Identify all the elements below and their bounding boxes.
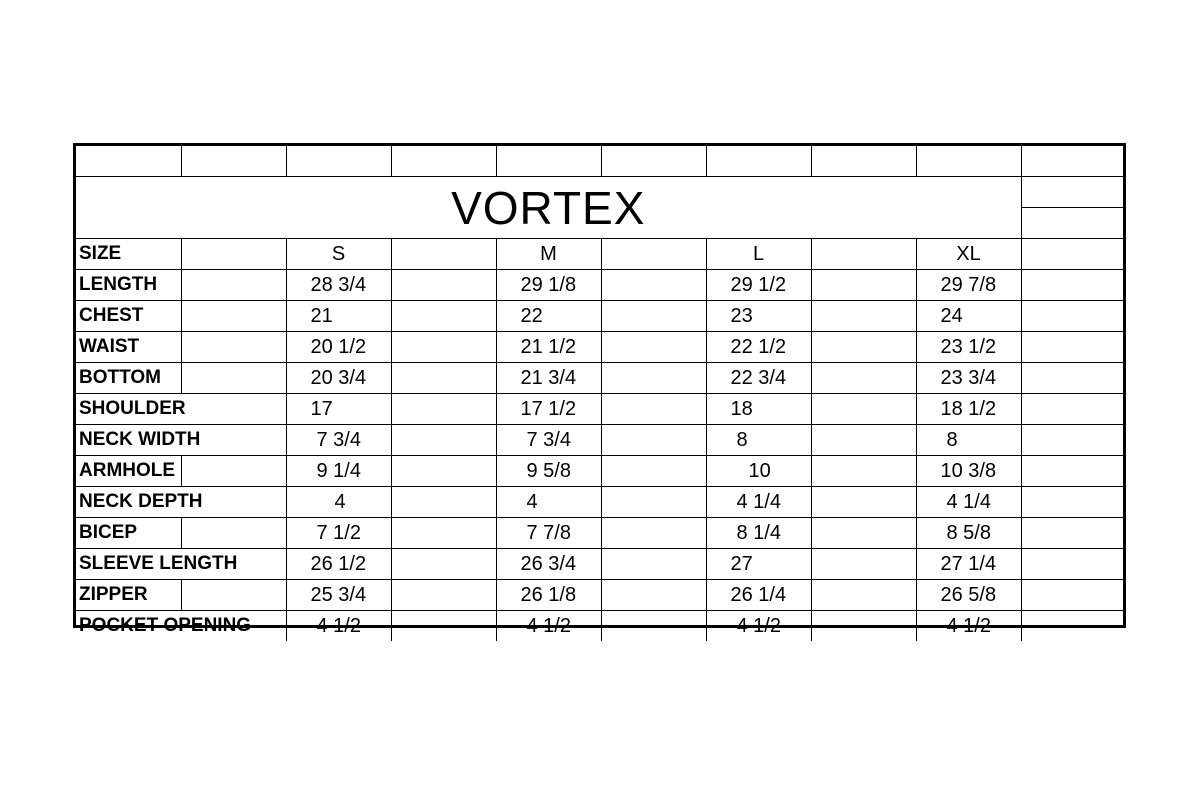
measurement-label: WAIST <box>76 332 181 363</box>
measurement-value: 27 <box>706 549 811 580</box>
measurement-label: ARMHOLE <box>76 456 181 487</box>
measurement-value: 21 3/4 <box>496 363 601 394</box>
measurement-value: 7 3/4 <box>286 425 391 456</box>
measurement-value: 26 1/2 <box>286 549 391 580</box>
measurement-row <box>76 518 1123 549</box>
measurement-label: LENGTH <box>76 270 181 301</box>
measurement-value: 22 3/4 <box>706 363 811 394</box>
measurement-value: 4 1/2 <box>916 611 1021 642</box>
measurement-value: 21 <box>286 301 391 332</box>
measurement-value: 8 <box>706 425 811 456</box>
measurement-label: POCKET OPENING <box>76 611 286 642</box>
measurement-value: 26 5/8 <box>916 580 1021 611</box>
measurement-row <box>76 611 1123 642</box>
chart-title: VORTEX <box>76 177 1021 239</box>
measurement-value: 26 3/4 <box>496 549 601 580</box>
measurement-value: 24 <box>916 301 1021 332</box>
measurement-value: 29 7/8 <box>916 270 1021 301</box>
measurement-value: 26 1/4 <box>706 580 811 611</box>
measurement-label: SLEEVE LENGTH <box>76 549 286 580</box>
measurement-value: 29 1/8 <box>496 270 601 301</box>
measurement-value: 4 <box>286 487 391 518</box>
measurement-value: 10 <box>706 456 811 487</box>
measurement-value: 9 1/4 <box>286 456 391 487</box>
measurement-value: 4 1/2 <box>706 611 811 642</box>
size-header-row <box>76 239 1123 270</box>
measurement-value: 25 3/4 <box>286 580 391 611</box>
measurement-value: 7 7/8 <box>496 518 601 549</box>
measurement-row <box>76 549 1123 580</box>
measurement-label: BOTTOM <box>76 363 181 394</box>
measurement-value: 4 <box>496 487 601 518</box>
size-chart-table <box>76 146 1123 641</box>
size-l-header: L <box>706 239 811 270</box>
measurement-value: 29 1/2 <box>706 270 811 301</box>
measurement-row <box>76 363 1123 394</box>
measurement-value: 18 1/2 <box>916 394 1021 425</box>
measurement-value: 22 1/2 <box>706 332 811 363</box>
measurement-value: 20 1/2 <box>286 332 391 363</box>
measurement-value: 9 5/8 <box>496 456 601 487</box>
measurement-value: 26 1/8 <box>496 580 601 611</box>
measurement-label: NECK WIDTH <box>76 425 286 456</box>
measurement-value: 20 3/4 <box>286 363 391 394</box>
measurement-row <box>76 580 1123 611</box>
measurement-row <box>76 332 1123 363</box>
size-label: SIZE <box>76 239 181 270</box>
measurement-row <box>76 270 1123 301</box>
measurement-value: 27 1/4 <box>916 549 1021 580</box>
measurement-value: 18 <box>706 394 811 425</box>
measurement-row <box>76 301 1123 332</box>
measurement-value: 7 1/2 <box>286 518 391 549</box>
measurement-row <box>76 394 1123 425</box>
measurement-row <box>76 456 1123 487</box>
measurement-value: 28 3/4 <box>286 270 391 301</box>
measurement-value: 17 <box>286 394 391 425</box>
measurement-value: 8 1/4 <box>706 518 811 549</box>
measurement-label: ZIPPER <box>76 580 181 611</box>
measurement-label: SHOULDER <box>76 394 286 425</box>
measurement-label: NECK DEPTH <box>76 487 286 518</box>
measurement-value: 4 1/4 <box>916 487 1021 518</box>
size-chart <box>73 143 1126 637</box>
measurement-label: CHEST <box>76 301 181 332</box>
measurement-value: 22 <box>496 301 601 332</box>
measurement-value: 10 3/8 <box>916 456 1021 487</box>
title-row-top <box>76 177 1123 208</box>
measurement-value: 7 3/4 <box>496 425 601 456</box>
measurement-value: 21 1/2 <box>496 332 601 363</box>
measurement-value: 4 1/2 <box>496 611 601 642</box>
measurement-value: 23 3/4 <box>916 363 1021 394</box>
measurement-value: 8 <box>916 425 1021 456</box>
measurement-value: 4 1/2 <box>286 611 391 642</box>
blank-top-row <box>76 146 1123 177</box>
size-m-header: M <box>496 239 601 270</box>
size-xl-header: XL <box>916 239 1021 270</box>
measurement-value: 23 <box>706 301 811 332</box>
measurement-row <box>76 487 1123 518</box>
measurement-value: 4 1/4 <box>706 487 811 518</box>
measurement-value: 8 5/8 <box>916 518 1021 549</box>
measurement-value: 23 1/2 <box>916 332 1021 363</box>
measurement-label: BICEP <box>76 518 181 549</box>
measurement-row <box>76 425 1123 456</box>
measurement-value: 17 1/2 <box>496 394 601 425</box>
size-s-header: S <box>286 239 391 270</box>
